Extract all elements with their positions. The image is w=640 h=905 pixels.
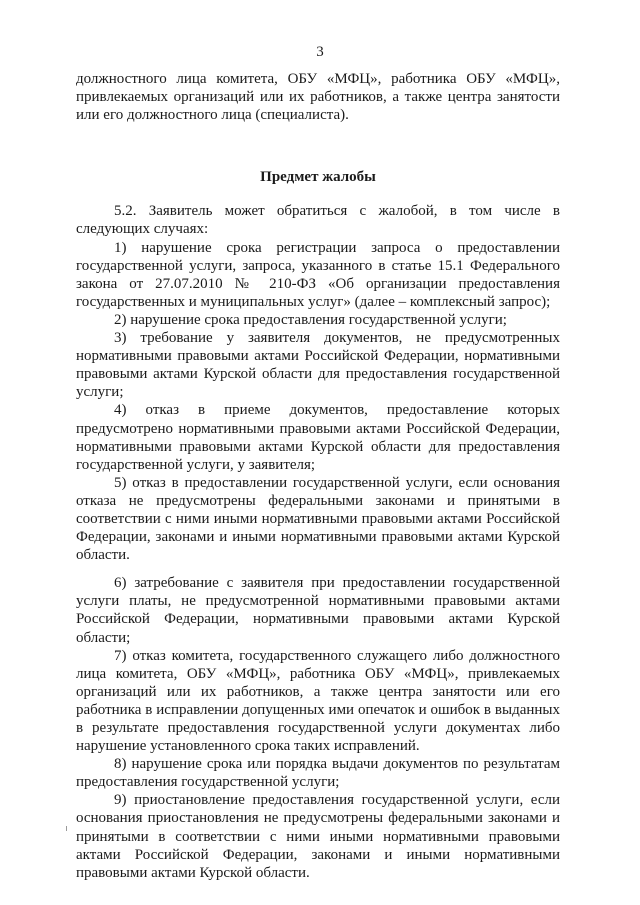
intro-paragraph: должностного лица комитета, ОБУ «МФЦ», работника ОБУ «МФЦ», привлекаемых организаций или их работников, а также центра занятости или его должностного лица (специалиста). <box>76 71 560 124</box>
section-title: Предмет жалобы <box>260 169 376 186</box>
page-number: 3 <box>316 44 324 60</box>
list-item-8: 8) нарушение срока или порядка выдачи документов по результатам предоставления государственной услуги; <box>76 756 560 791</box>
list-item-6: 6) затребование с заявителя при предоставлении государственной услуги платы, не предусмотренной нормативными правовыми актами Российской Федерации, нормативными правовыми актами Курской области; <box>76 575 560 646</box>
list-item-4: 4) отказ в приеме документов, предоставление которых предусмотрено нормативными правовыми актами Российской Федерации, нормативными правовыми актами Курской области для предоставления государственной услуги, у заявителя; <box>76 402 560 473</box>
list-item-1: 1) нарушение срока регистрации запроса о предоставлении государственной услуги, запроса, указанного в статье 15.1 Федерального закона от 27.07.2010 № 210-ФЗ «Об организации предоставления государственных и муниципальных услуг» (далее – комплексный запрос); <box>76 239 560 310</box>
scan-mark <box>66 826 67 831</box>
list-item-3: 3) требование у заявителя документов, не предусмотренных нормативными правовыми актами Российской Федерации, нормативными правовыми актами Курской области для предоставления государственной услуги; <box>76 330 560 401</box>
list-item-7: 7) отказ комитета, государственного служащего либо должностного лица комитета, ОБУ «МФЦ», работника ОБУ «МФЦ», привлекаемых организаций или их работников, а также центра занятости или его работника в исправлении допущенных ими опечаток и ошибок в выданных в результате предоставления государственной услуги документах либо нарушение установленного срока таких исправлений. <box>76 647 560 755</box>
lead-paragraph: 5.2. Заявитель может обратиться с жалобой, в том числе в следующих случаях: <box>76 203 560 238</box>
list-item-2: 2) нарушение срока предоставления государственной услуги; <box>114 311 507 328</box>
list-item-9: 9) приостановление предоставления государственной услуги, если основания приостановления не предусмотрены федеральными законами и принятыми в соответствии с ними иными нормативными правовыми актами Российской Федерации, законами и иными нормативными правовыми актами Курской области. <box>76 792 560 881</box>
document-body <box>76 70 560 882</box>
list-item-5: 5) отказ в предоставлении государственной услуги, если основания отказа не предусмотрены федеральными законами и принятыми в соответствии с ними иными нормативными правовыми актами Российской Федерации, законами и иными нормативными правовыми актами Курской области. <box>76 474 560 564</box>
